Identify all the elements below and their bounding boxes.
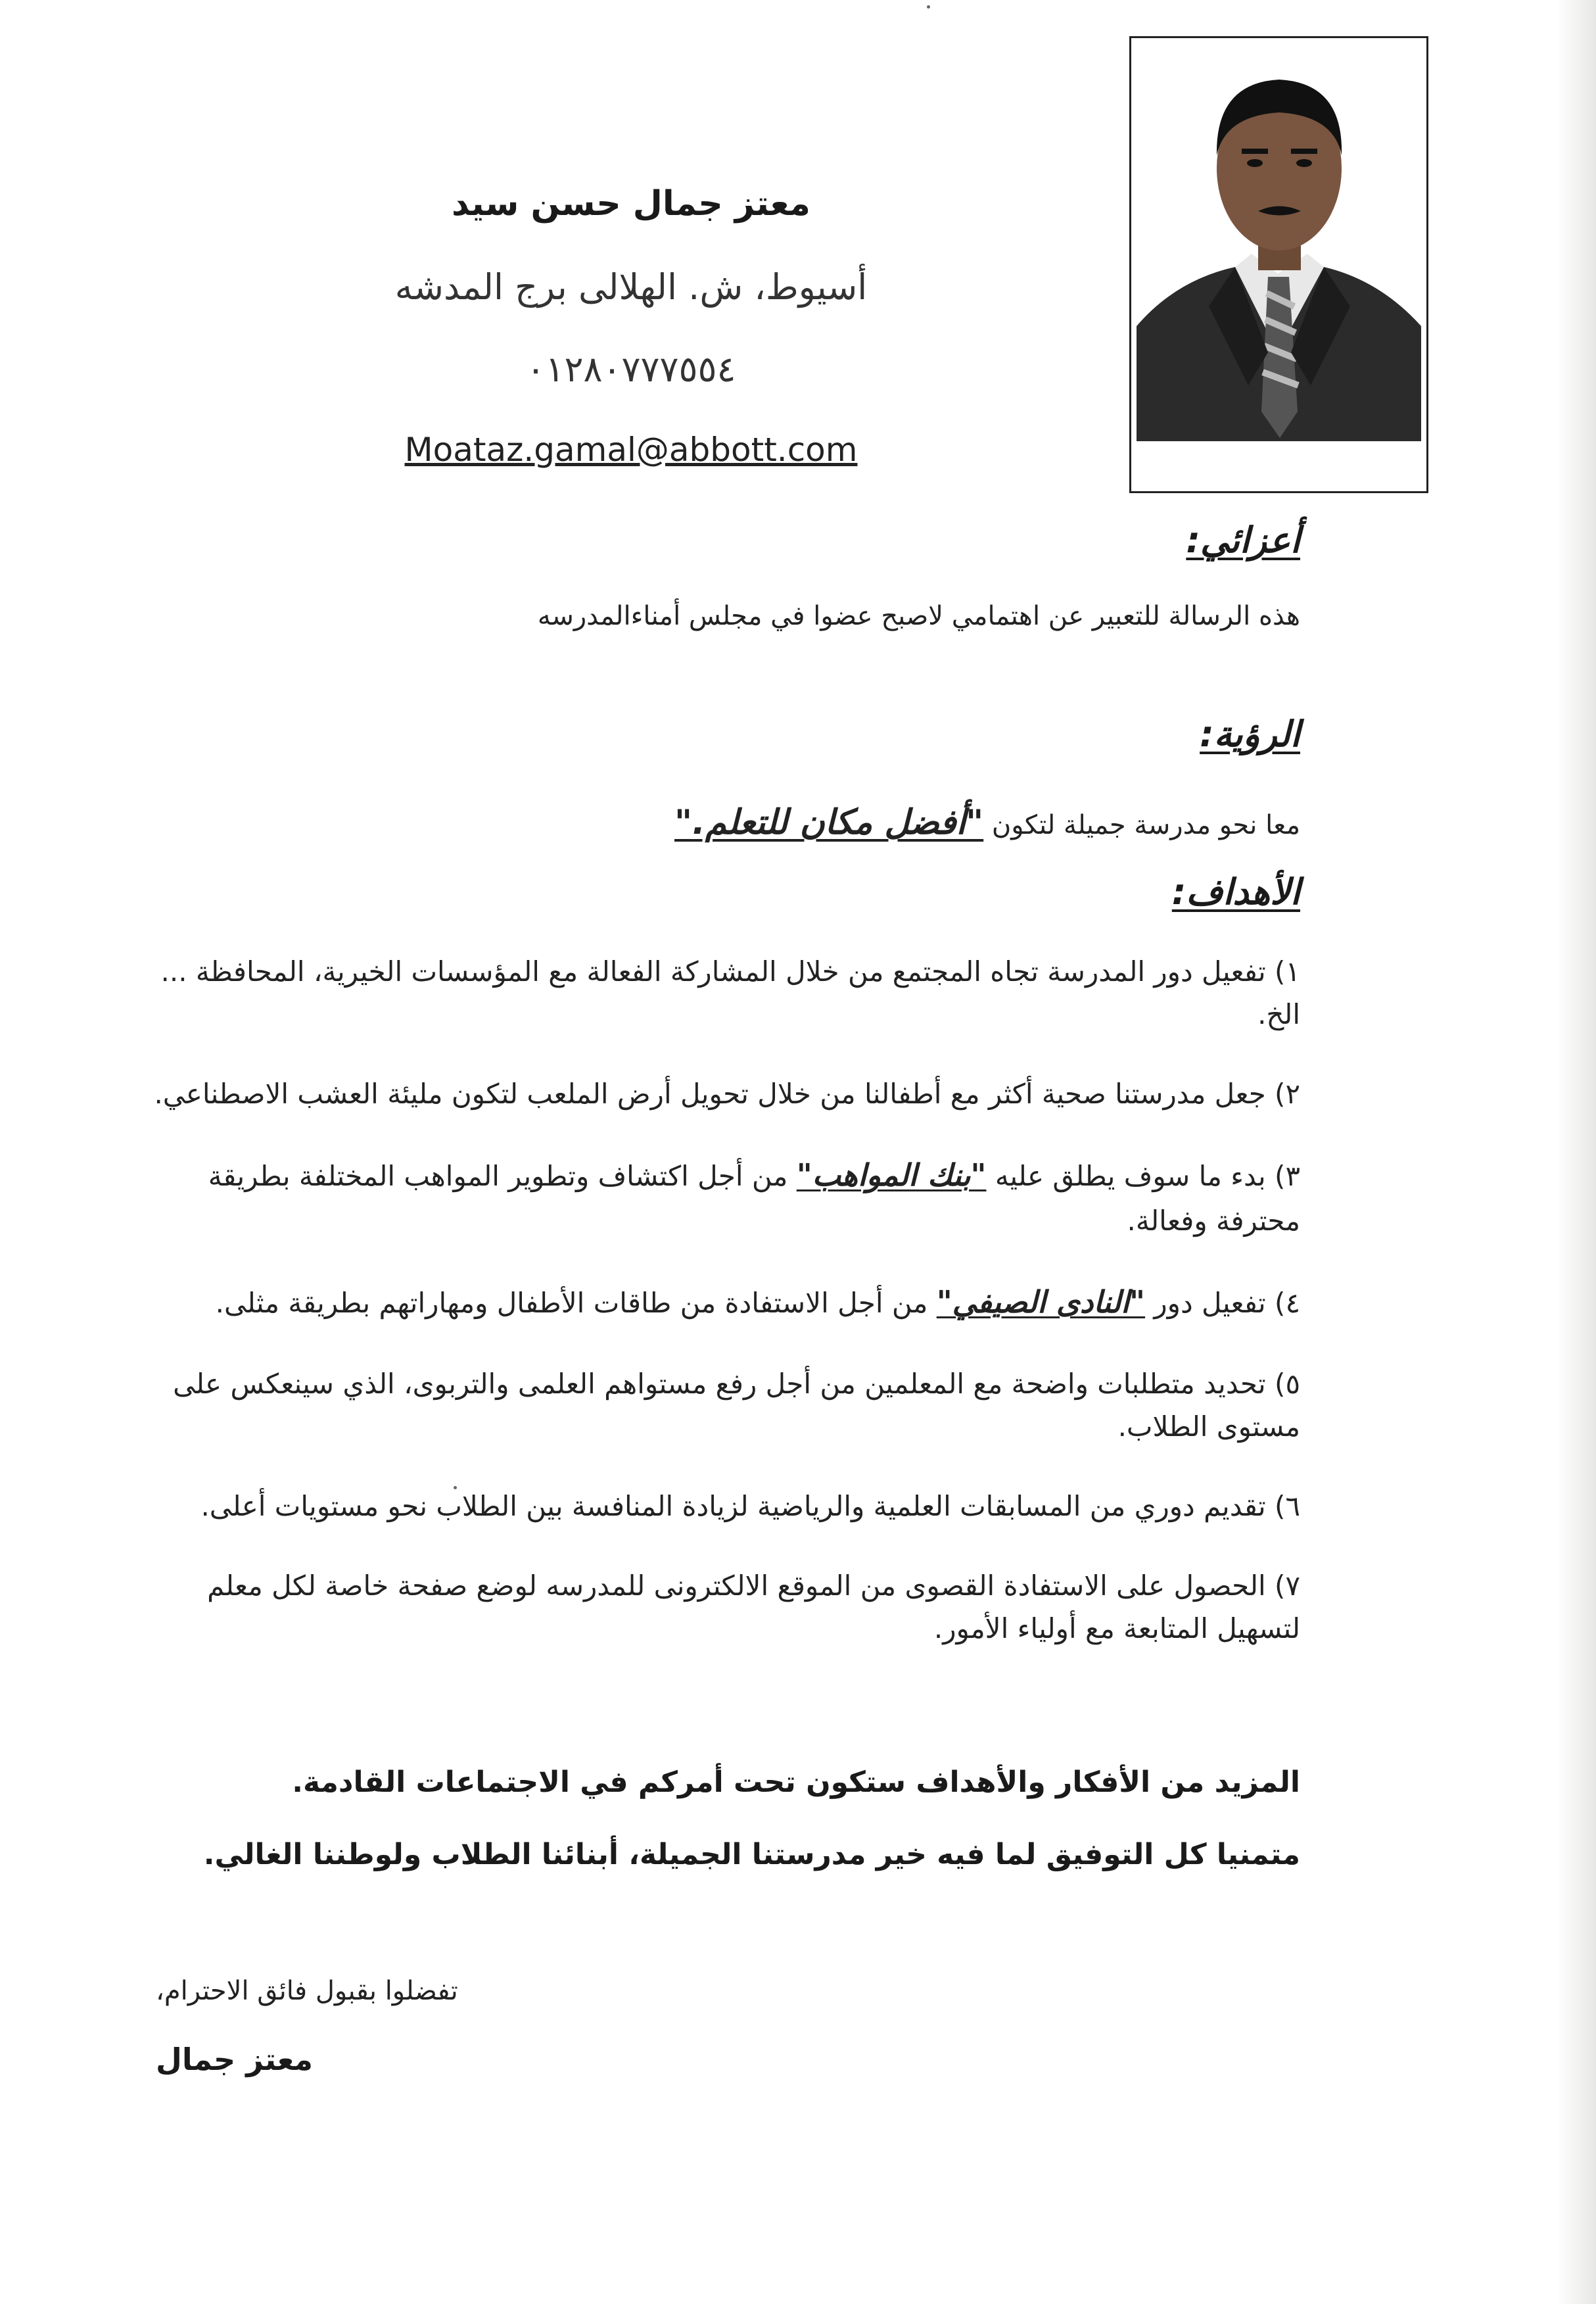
intro-text: هذه الرسالة للتعبير عن اهتمامي لاصبح عضوا في مجلس أمناءالمدرسه — [537, 601, 1300, 631]
goals-heading: الأهداف: — [1171, 871, 1300, 913]
goal-text: من أجل الاستفادة من طاقات الأطفال ومهاراتهم بطريقة مثلى. — [215, 1286, 928, 1319]
regards-text: تفضلوا بقبول فائق الاحترام، — [156, 1976, 458, 2006]
closing-line: المزيد من الأفكار والأهداف ستكون تحت أمركم في الاجتماعات القادمة. — [292, 1765, 1300, 1799]
scan-speck — [927, 5, 930, 9]
goal-item: ١) تفعيل دور المدرسة تجاه المجتمع من خلال المشاركة الفعالة مع المؤسسات الخيرية، المحافظة ... الخ. — [160, 955, 1300, 1031]
goal-item: ٦) تقديم دوري من المسابقات العلمية والرياضية لزيادة المنافسة بين الطلاب نحو مستويات أعلى. — [200, 1490, 1300, 1523]
signature: معتز جمال — [156, 2042, 314, 2077]
sender-phone: ٠١٢٨٠٧٧٧٥٥٤ — [526, 348, 736, 390]
goal-text: ٤) تفعيل دور — [1154, 1286, 1300, 1319]
page-edge-shadow — [1557, 0, 1596, 2304]
scan-speck — [454, 1486, 457, 1489]
goal-item: ٢) جعل مدرستنا صحية أكثر مع أطفالنا من خلال تحويل أرض الملعب لتكون مليئة العشب الاصطناعي. — [154, 1078, 1300, 1111]
goals-list — [150, 950, 1300, 1687]
goal-text: ٣) بدء ما سوف يطلق عليه — [995, 1160, 1300, 1193]
goal-text: من أجل اكتشاف وتطوير المواهب المختلفة بطريقة محترفة وفعالة. — [208, 1160, 1300, 1237]
vision-line — [674, 796, 1300, 850]
goal-item — [150, 1152, 1300, 1241]
portrait-photo — [1129, 36, 1428, 493]
vision-heading: الرؤية: — [1200, 713, 1300, 755]
closing-line: متمنيا كل التوفيق لما فيه خير مدرستنا الجميلة، أبنائنا الطلاب ولوطننا الغالي. — [203, 1838, 1300, 1871]
goal-item: ٥) تحديد متطلبات واضحة مع المعلمين من أجل رفع مستواهم العلمى والتربوى، الذي سينعكس على مستوى الطلاب. — [173, 1367, 1300, 1443]
goal-emphasis: "بنك المواهب" — [796, 1157, 987, 1193]
goal-emphasis: "النادى الصيفي" — [936, 1284, 1146, 1320]
intro-heading: أعزائي: — [1186, 519, 1300, 561]
portrait-photo-icon — [1137, 43, 1421, 441]
vision-text: معا نحو مدرسة جميلة لتكون — [991, 810, 1300, 840]
sender-address: أسيوط، ش. الهلالى برج المدشه — [394, 266, 868, 308]
sender-email[interactable]: Moataz.gamal@abbott.com — [404, 431, 858, 469]
vision-emphasis: "أفضل مكان للتعلم." — [674, 803, 984, 842]
goal-item: ٧) الحصول على الاستفادة القصوى من الموقع الالكترونى للمدرسه لوضع صفحة خاصة لكل معلم لتسهيل المتابعة مع أولياء الأمور. — [207, 1570, 1300, 1645]
sender-name: معتز جمال حسن سيد — [452, 184, 810, 224]
goal-item — [150, 1279, 1300, 1326]
